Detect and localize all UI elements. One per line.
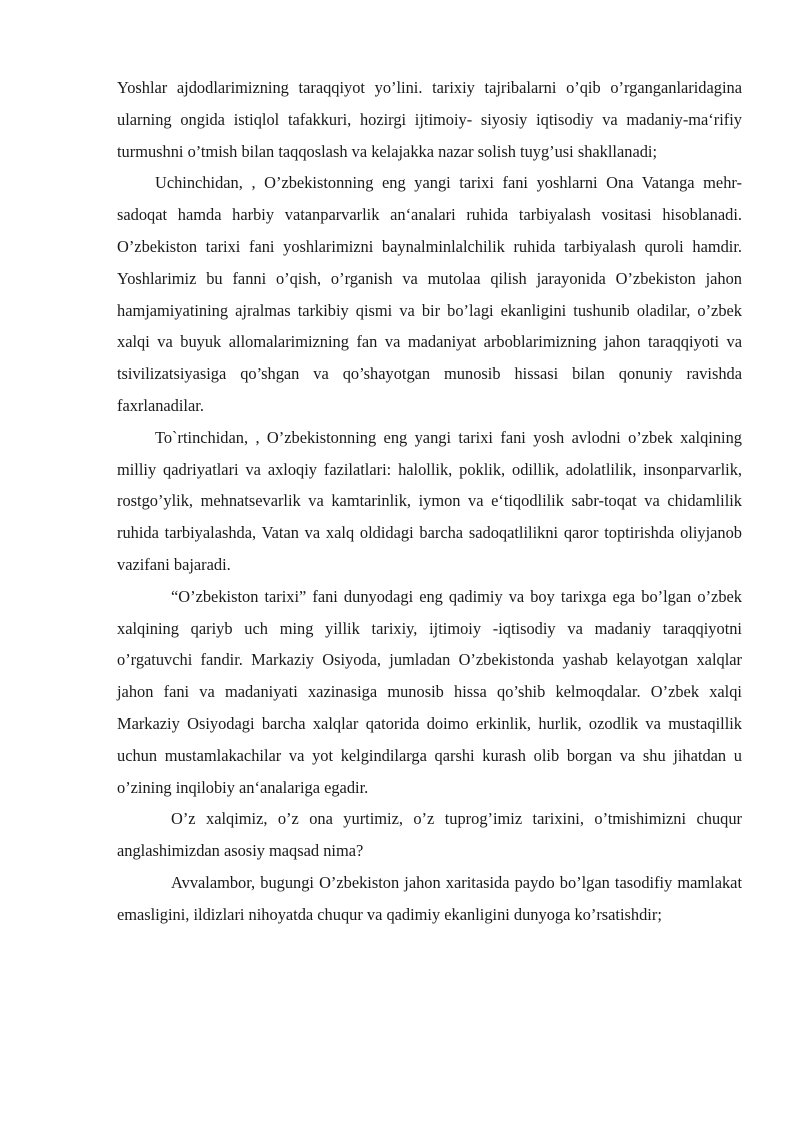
paragraph-3: To`rtinchidan, , O’zbekistonning eng yangi tarixi fani yosh avlodni o’zbek xalqining milliy qadriyatlari va axloqiy fazilatlari: halollik, poklik, odillik, adolatlilik, insonparvarlik, rostgo’ylik, mehnatsevarlik va kamtarinlik, iymon va e‘tiqodlilik sabr-toqat va chidamlilik ruhida tarbiyalashda, Vatan va xalq oldidagi barcha sadoqatlilikni qaror toptirishda oliyjanob vazifani bajaradi. — [117, 427, 742, 574]
document-page — [117, 72, 742, 931]
paragraph-6: Avvalambor, bugungi O’zbekiston jahon xaritasida paydo bo’lgan tasodifiy mamlakat emasligini, ildizlari nihoyatda chuqur va qadimiy ekanligini dunyoga ko’rsatishdir; — [117, 872, 742, 924]
paragraph-5: O’z xalqimiz, o’z ona yurtimiz, o’z tuprog’imiz tarixini, o’tmishimizni chuqur anglashimizdan asosiy maqsad nima? — [117, 809, 742, 861]
paragraph-2: Uchinchidan, , O’zbekistonning eng yangi tarixi fani yoshlarni Ona Vatanga mehr- sadoqat hamda harbiy vatanparvarlik an‘analari ruhida tarbiyalash vositasi hisoblanadi. O’zbekiston tarixi fani yoshlarimizni baynalminlalchilik ruhida tarbiyalash quroli hamdir. Yoshlarimiz bu fanni o’qish, o’rganish va mutolaa qilish jarayonida O’zbekiston jahon hamjamiyatining ajralmas tarkibiy qismi va bir bo’lagi ekanligini tushunib oladilar, o’zbek xalqi va buyuk allomalarimizning fan va madaniyat arboblarimizning jahon taraqqiyoti va tsivilizatsiyasiga qo’shgan va qo’shayotgan munosib hissasi bilan qonuniy ravishda faxrlanadilar. — [117, 173, 742, 415]
paragraph-1: Yoshlar ajdodlarimizning taraqqiyot yo’lini. tarixiy tajribalarni o’qib o’rganganlaridagina ularning ongida istiqlol tafakkuri, hozirgi ijtimoiy- siyosiy iqtisodiy va madaniy-ma‘rifiy turmushni o’tmish bilan taqqoslash va kelajakka nazar solish tuyg’usi shakllanadi; — [117, 78, 742, 161]
paragraph-4: “O’zbekiston tarixi” fani dunyodagi eng qadimiy va boy tarixga ega bo’lgan o’zbek xalqining qariyb uch ming yillik tarixiy, ijtimoiy -iqtisodiy va madaniy taraqqiyotni o’rgatuvchi fandir. Markaziy Osiyoda, jumladan O’zbekistonda yashab kelayotgan xalqlar jahon fani va madaniyati xazinasiga munosib hissa qo’shib kelmoqdalar. O’zbek xalqi Markaziy Osiyodagi barcha xalqlar qatorida doimo erkinlik, hurlik, ozodlik va mustaqillik uchun mustamlakachilar va yot kelgindilarga qarshi kurash olib borgan va shu jihatdan u o’zining inqilobiy an‘analariga egadir. — [117, 586, 742, 797]
